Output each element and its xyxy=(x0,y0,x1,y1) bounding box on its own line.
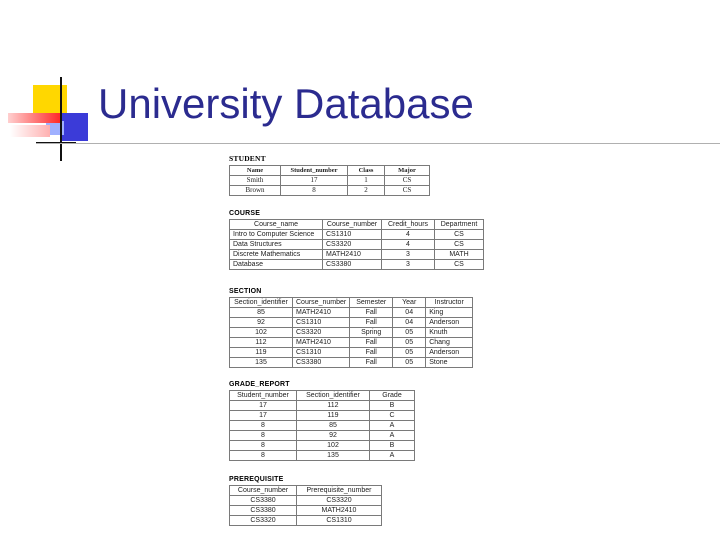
table-row xyxy=(230,348,473,358)
table-cell: Brown xyxy=(230,186,281,196)
title-underline xyxy=(36,143,720,144)
column-header: Course_number xyxy=(230,486,297,496)
table-cell: Fall xyxy=(350,348,393,358)
column-header: Course_number xyxy=(323,220,382,230)
column-header: Course_name xyxy=(230,220,323,230)
table-cell: 3 xyxy=(382,250,435,260)
table-cell: 8 xyxy=(230,441,297,451)
table-cell: 102 xyxy=(297,441,370,451)
table-label: SECTION xyxy=(229,288,262,295)
table-cell: 135 xyxy=(230,358,293,368)
table-row xyxy=(230,441,415,451)
section-table-block xyxy=(229,288,473,368)
grade-report-table xyxy=(229,390,415,461)
course-table-block xyxy=(229,210,484,270)
table-cell: Data Structures xyxy=(230,240,323,250)
table-cell: 112 xyxy=(297,401,370,411)
table-cell: Intro to Computer Science xyxy=(230,230,323,240)
table-cell: C xyxy=(370,411,415,421)
table-cell: MATH2410 xyxy=(297,506,382,516)
table-row xyxy=(230,318,473,328)
table-cell: King xyxy=(426,308,473,318)
column-header: Name xyxy=(230,166,281,176)
grade-report-table-block xyxy=(229,381,415,461)
column-header: Section_identifier xyxy=(230,298,293,308)
table-cell: A xyxy=(370,451,415,461)
table-row xyxy=(230,411,415,421)
column-header: Credit_hours xyxy=(382,220,435,230)
table-cell: CS3320 xyxy=(293,328,350,338)
table-cell: 1 xyxy=(348,176,385,186)
table-header-row xyxy=(230,220,484,230)
table-row xyxy=(230,240,484,250)
table-cell: 05 xyxy=(393,328,426,338)
table-cell: 8 xyxy=(281,186,348,196)
column-header: Class xyxy=(348,166,385,176)
column-header: Section_identifier xyxy=(297,391,370,401)
table-cell: 119 xyxy=(297,411,370,421)
table-cell: 17 xyxy=(281,176,348,186)
prerequisite-table-block xyxy=(229,476,382,526)
table-cell: Chang xyxy=(426,338,473,348)
table-cell: CS3380 xyxy=(230,506,297,516)
table-cell: CS1310 xyxy=(293,348,350,358)
table-label: GRADE_REPORT xyxy=(229,381,290,388)
table-cell: B xyxy=(370,441,415,451)
table-cell: 8 xyxy=(230,421,297,431)
student-table xyxy=(229,165,430,196)
table-cell: 17 xyxy=(230,411,297,421)
table-cell: A xyxy=(370,431,415,441)
table-cell: 102 xyxy=(230,328,293,338)
table-cell: 92 xyxy=(230,318,293,328)
section-table xyxy=(229,297,473,368)
table-cell: A xyxy=(370,421,415,431)
table-header-row xyxy=(230,391,415,401)
column-header: Student_number xyxy=(281,166,348,176)
student-table-block xyxy=(229,154,430,196)
table-row xyxy=(230,338,473,348)
deco-blue-square xyxy=(62,113,88,141)
table-cell: CS3380 xyxy=(323,260,382,270)
column-header: Instructor xyxy=(426,298,473,308)
table-header-row xyxy=(230,298,473,308)
table-row xyxy=(230,308,473,318)
page-title: University Database xyxy=(98,80,474,127)
column-header: Grade xyxy=(370,391,415,401)
table-row xyxy=(230,421,415,431)
table-row xyxy=(230,358,473,368)
table-cell: Fall xyxy=(350,308,393,318)
table-cell: Knuth xyxy=(426,328,473,338)
prerequisite-table xyxy=(229,485,382,526)
table-cell: Fall xyxy=(350,318,393,328)
table-cell: CS3380 xyxy=(230,496,297,506)
table-cell: CS xyxy=(435,240,484,250)
table-cell: MATH xyxy=(435,250,484,260)
table-cell: CS1310 xyxy=(323,230,382,240)
table-row xyxy=(230,176,430,186)
table-cell: 112 xyxy=(230,338,293,348)
course-table xyxy=(229,219,484,270)
table-row xyxy=(230,431,415,441)
table-cell: CS3320 xyxy=(323,240,382,250)
table-row xyxy=(230,451,415,461)
table-cell: CS1310 xyxy=(297,516,382,526)
table-cell: 4 xyxy=(382,230,435,240)
table-cell: 4 xyxy=(382,240,435,250)
table-cell: Spring xyxy=(350,328,393,338)
table-row xyxy=(230,186,430,196)
table-cell: CS3320 xyxy=(297,496,382,506)
table-cell: 05 xyxy=(393,358,426,368)
table-cell: 04 xyxy=(393,308,426,318)
table-cell: Anderson xyxy=(426,318,473,328)
table-cell: MATH2410 xyxy=(293,338,350,348)
column-header: Year xyxy=(393,298,426,308)
table-cell: 85 xyxy=(230,308,293,318)
table-cell: CS xyxy=(385,186,430,196)
table-row xyxy=(230,496,382,506)
table-cell: CS3320 xyxy=(230,516,297,526)
corner-decoration xyxy=(0,75,100,165)
table-cell: Database xyxy=(230,260,323,270)
table-cell: 8 xyxy=(230,431,297,441)
table-row xyxy=(230,230,484,240)
table-cell: CS xyxy=(435,230,484,240)
column-header: Department xyxy=(435,220,484,230)
table-row xyxy=(230,250,484,260)
table-row xyxy=(230,328,473,338)
table-cell: 3 xyxy=(382,260,435,270)
table-cell: 17 xyxy=(230,401,297,411)
table-cell: Discrete Mathematics xyxy=(230,250,323,260)
table-row xyxy=(230,516,382,526)
table-cell: 135 xyxy=(297,451,370,461)
table-cell: 2 xyxy=(348,186,385,196)
table-cell: MATH2410 xyxy=(323,250,382,260)
column-header: Semester xyxy=(350,298,393,308)
table-cell: 119 xyxy=(230,348,293,358)
table-cell: Anderson xyxy=(426,348,473,358)
table-cell: 04 xyxy=(393,318,426,328)
column-header: Student_number xyxy=(230,391,297,401)
table-header-row xyxy=(230,166,430,176)
table-cell: 05 xyxy=(393,348,426,358)
column-header: Course_number xyxy=(293,298,350,308)
deco-vertical-line xyxy=(60,77,62,161)
table-cell: 85 xyxy=(297,421,370,431)
table-cell: 8 xyxy=(230,451,297,461)
table-cell: CS xyxy=(435,260,484,270)
table-row xyxy=(230,260,484,270)
table-row xyxy=(230,506,382,516)
table-cell: CS xyxy=(385,176,430,186)
deco-red-bar xyxy=(8,113,60,123)
table-label: PREREQUISITE xyxy=(229,476,284,483)
table-header-row xyxy=(230,486,382,496)
table-cell: CS1310 xyxy=(293,318,350,328)
table-cell: Fall xyxy=(350,358,393,368)
table-label: COURSE xyxy=(229,210,261,217)
table-cell: Smith xyxy=(230,176,281,186)
table-cell: B xyxy=(370,401,415,411)
table-cell: Fall xyxy=(350,338,393,348)
table-row xyxy=(230,401,415,411)
deco-pink-bar xyxy=(10,125,50,137)
table-cell: MATH2410 xyxy=(293,308,350,318)
column-header: Prerequisite_number xyxy=(297,486,382,496)
table-cell: CS3380 xyxy=(293,358,350,368)
column-header: Major xyxy=(385,166,430,176)
table-cell: 92 xyxy=(297,431,370,441)
table-cell: 05 xyxy=(393,338,426,348)
table-cell: Stone xyxy=(426,358,473,368)
table-label: STUDENT xyxy=(229,154,266,163)
